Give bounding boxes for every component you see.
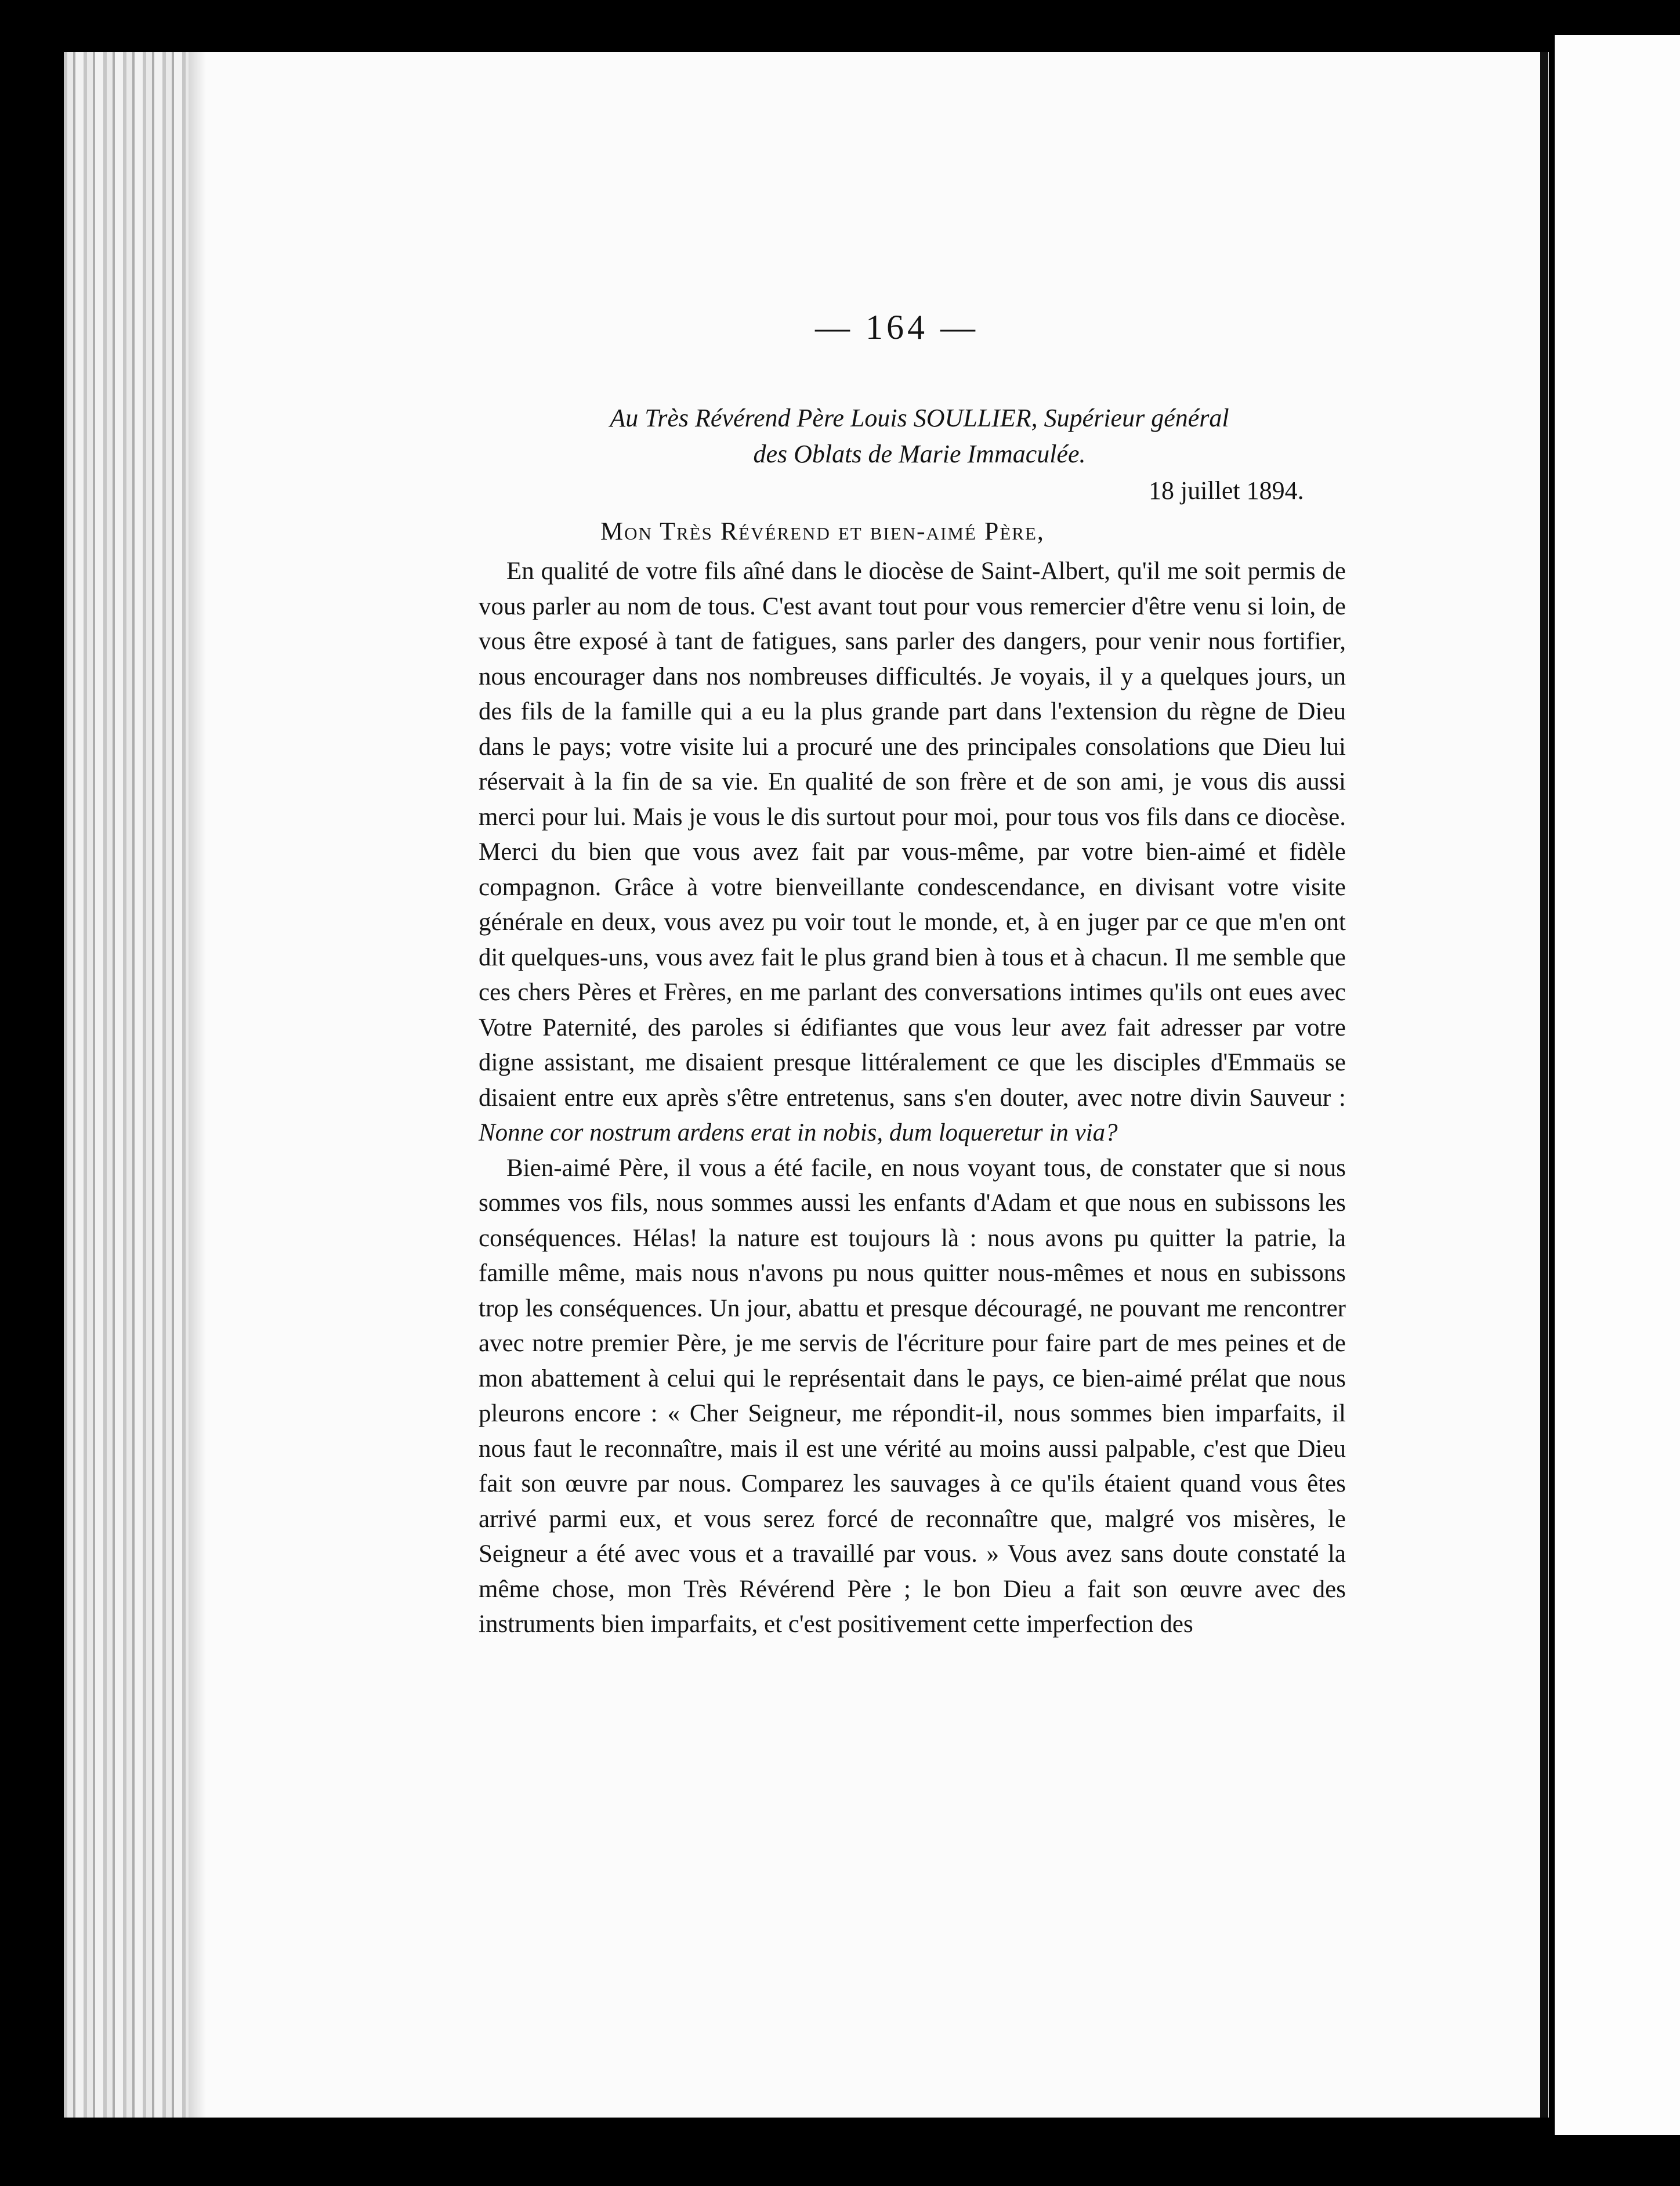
addressee-line-1: Au Très Révérend Père Louis SOULLIER, Supérieur général bbox=[610, 404, 1229, 432]
page-number: — 164 — bbox=[815, 308, 979, 346]
latin-quote: Nonne cor nostrum ardens erat in nobis, dum loqueretur in via? bbox=[479, 1119, 1118, 1146]
gutter-line bbox=[1540, 52, 1548, 2118]
letter-salutation: Mon Très Révérend et bien-aimé Père, bbox=[600, 517, 1045, 545]
facing-page bbox=[1555, 35, 1680, 2135]
page-edges bbox=[64, 52, 189, 2118]
page-edge-shadow bbox=[189, 52, 206, 2118]
letter-body bbox=[479, 554, 1346, 1642]
letter-addressee bbox=[479, 400, 1360, 472]
paragraph-1-text: En qualité de votre fils aîné dans le diocèse de Saint-Albert, qu'il me soit permis de vous parler au nom de tous. C'est avant tout pour vous remercier d'être venu si loin, de vous être exposé à tant de fatigues, sans parler des dangers, pour venir nous fortifier, nous encourager dans nos nombreuses difficultés. Je voyais, il y a quelques jours, un des fils de la famille qui a eu la plus grande part dans l'extension du règne de Dieu dans le pays; votre visite lui a procuré une des principales consolations que Dieu lui réservait à la fin de sa vie. En qualité de son frère et de son ami, je vous dis aussi merci pour lui. Mais je vous le dis surtout pour moi, pour tous vos fils dans ce diocèse. Merci du bien que vous avez fait par vous-même, par votre bien-aimé et fidèle compagnon. Grâce à votre bienveillante condescendance, en divisant votre visite générale en deux, vous avez pu voir tout le monde, et, à en juger par ce que m'en ont dit quelques-uns, vous avez fait le plus grand bien à tous et à chacun. Il me semble que ces chers Pères et Frères, en me parlant des conversations intimes qu'ils ont eues avec Votre Paternité, des paroles si édifiantes que vous leur avez fait adresser par votre digne assistant, me disaient presque littéralement ce que les disciples d'Emmaüs se disaient entre eux après s'être entretenus, sans s'en douter, avec notre divin Sauveur : bbox=[479, 558, 1346, 1112]
paragraph-2: Bien-aimé Père, il vous a été facile, en nous voyant tous, de constater que si nous sommes vos fils, nous sommes aussi les enfants d'Adam et que nous en subissons les conséquences. Hélas! la nature est toujours là : nous avons pu quitter la patrie, la famille même, mais nous n'avons pu nous quitter nous-mêmes et nous en subissons trop les conséquences. Un jour, abattu et presque découragé, ne pouvant me rencontrer avec notre premier Père, je me servis de l'écriture pour faire part de mes peines et de mon abattement à celui qui le représentait dans le pays, ce bien-aimé prélat que nous pleurons encore : « Cher Seigneur, me répondit-il, nous sommes bien imparfaits, il nous faut le reconnaître, mais il est une vérité au moins aussi palpable, c'est que Dieu fait son œuvre par nous. Comparez les sauvages à ce qu'ils étaient quand vous êtes arrivé parmi eux, et vous serez forcé de reconnaître que, malgré vos misères, le Seigneur a été avec vous et a travaillé par vous. » Vous avez sans doute constaté la même chose, mon Très Révérend Père ; le bon Dieu a fait son œuvre avec des instruments bien imparfaits, et c'est positivement cette imperfection des bbox=[479, 1154, 1346, 1638]
letter-date: 18 juillet 1894. bbox=[1149, 476, 1304, 505]
addressee-line-2: des Oblats de Marie Immaculée. bbox=[753, 440, 1086, 468]
paragraph-1 bbox=[479, 554, 1346, 1151]
